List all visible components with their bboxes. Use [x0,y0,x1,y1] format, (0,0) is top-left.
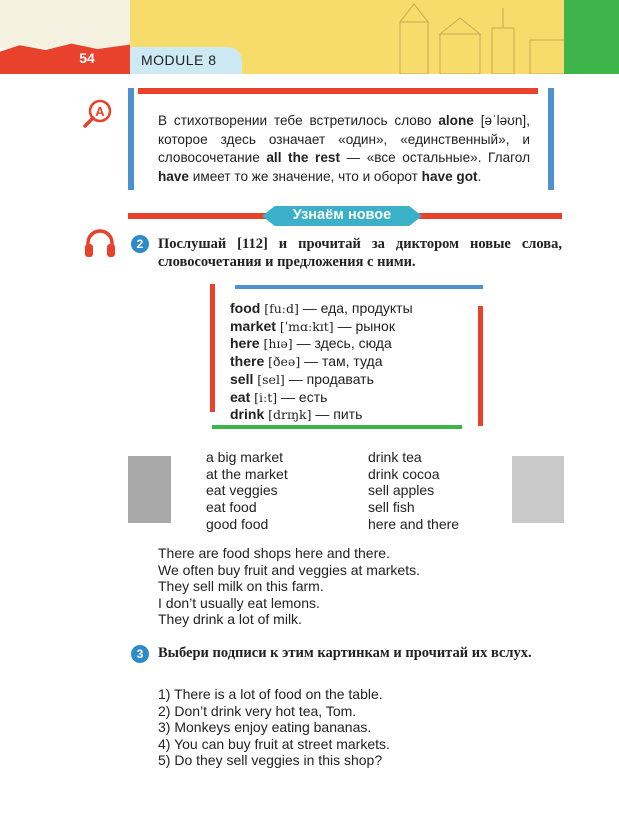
vocab-box-left-border [210,284,215,412]
banner-line-left [128,213,270,219]
list-item: They sell milk on this farm. [158,578,324,594]
list-item: sell fish [368,499,415,516]
grey-block-left [128,456,171,523]
list-item: I don’t usually eat lemons. [158,594,320,611]
phrases-left [206,449,288,533]
list-item: at the market [206,465,288,482]
info-text: В стихотворении тебе встретилось слово alone [əˈləʊn], которое здесь означает «один», «единственный», и словосочетание all the rest — «все остальные». Глагол have имеет то же значение, что и оборот have got. [158,113,531,184]
list-item: drink cocoa [368,465,440,482]
banner-line-right [412,213,562,219]
exercise-2-instruction: Послушай [112] и прочитай за диктором новые слова, словосочетания и предложения с ними. [158,236,562,270]
exercise-3-list [158,686,390,769]
vocab-item: food [fuːd] — еда, продукты [230,300,413,316]
list-item: eat food [206,499,257,516]
vocab-item: market [ˈmɑːkɪt] — рынок [230,317,395,334]
header-green-block [564,0,619,74]
grey-block-right [512,456,564,523]
exercise-3-number: 3 [131,645,149,663]
list-item: 5) Do they sell veggies in this shop? [158,752,383,768]
city-skyline-icon [380,0,564,74]
vocabulary-list [230,300,413,424]
list-item: here and there [368,515,460,532]
list-item: good food [206,515,269,532]
svg-text:A: A [95,104,105,119]
exercise-3-instruction: Выбери подписи к этим картинкам и прочитай их вслух. [158,645,532,661]
exercise-2-number: 2 [131,235,149,253]
list-item: drink tea [368,449,422,465]
vocab-item: there [ðeə] — там, туда [230,353,383,370]
list-item: a big market [206,449,284,465]
vocab-box-right-border [478,306,483,426]
example-sentences [158,545,420,628]
vocab-item: sell [sel] — продавать [230,370,374,387]
list-item: 1) There is a lot of food on the table. [158,686,383,702]
phrases-right [368,449,459,533]
vocab-item: eat [iːt] — есть [230,388,328,405]
list-item: 3) Monkeys enjoy eating bananas. [158,719,372,735]
list-item: There are food shops here and there. [158,545,390,561]
page-number: 54 [79,50,95,66]
module-label: MODULE 8 [141,52,217,68]
info-box-left-border [128,88,134,190]
list-item: eat veggies [206,482,278,499]
info-box-right-border [548,88,554,190]
vocab-item: here [hɪə] — здесь, сюда [230,335,392,352]
list-item: sell apples [368,482,435,499]
list-item: 4) You can buy fruit at street markets. [158,735,390,752]
headphones-icon [84,228,116,258]
vocab-box-bottom-border [212,425,462,429]
vocab-item: drink [drɪŋk] — пить [230,406,363,423]
vocab-box-top-border [235,285,483,289]
list-item: They drink a lot of milk. [158,611,302,627]
info-box-top-border [138,88,538,94]
magnifier-a-icon [82,98,114,130]
section-title: Узнаём новое [292,207,392,223]
list-item: 2) Don’t drink very hot tea, Tom. [158,702,357,719]
list-item: We often buy fruit and veggies at markets. [158,561,420,578]
header-corner [0,0,130,48]
